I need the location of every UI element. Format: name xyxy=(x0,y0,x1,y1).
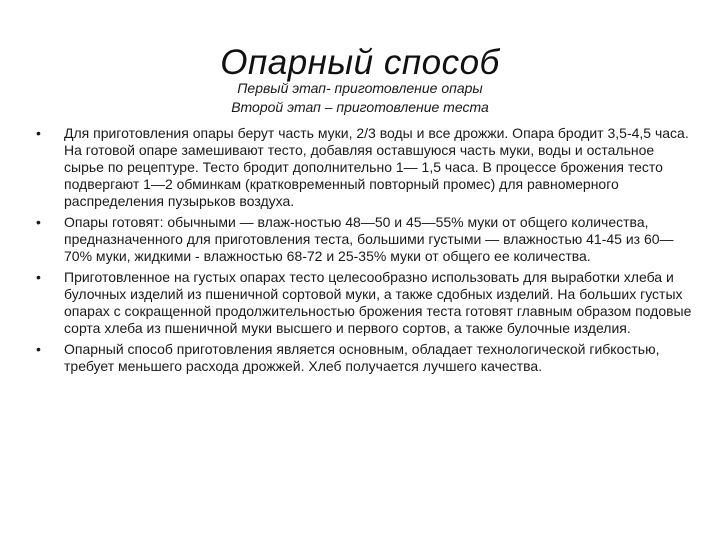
bullet-marker: • xyxy=(36,341,41,357)
bullet-text: Для приготовления опары берут часть муки, 2/3 воды и все дрожжи. Опара бродит 3,5-4,5 часа. На готовой опаре замешивают тесто, добавляя оставшуюся часть муки, воды и остальное сырье по рецептуре. Тесто бродит дополнительно 1— 1,5 часа. В процессе брожения тесто подвергают 1—2 обминкам (кратковременный повторный промес) для равномерного распределения пузырьков воздуха. xyxy=(64,125,689,209)
bullet-list xyxy=(36,125,692,379)
bullet-text: Опарный способ приготовления является основным, обладает технологической гибкостью, требует меньшего расхода дрожжей. Хлеб получается лучшего качества. xyxy=(64,341,660,374)
bullet-marker: • xyxy=(36,125,41,141)
bullet-item xyxy=(36,341,692,375)
bullet-item xyxy=(36,269,692,337)
subtitle-block xyxy=(0,79,720,117)
subtitle-first-stage: Первый этап- приготовление опары xyxy=(237,80,483,96)
slide-title: Опарный способ xyxy=(220,43,500,83)
bullet-marker: • xyxy=(36,269,41,285)
bullet-text: Приготовленное на густых опарах тесто целесообразно использовать для выработки хлеба и булочных изделий из пшеничной сортовой муки, а также сдобных изделий. На больших густых опарах с сокращенной продолжительностью брожения теста готовят главным образом подовые сорта хлеба из пшеничной муки высшего и первого сортов, а также булочные изделия. xyxy=(64,269,692,336)
bullet-item xyxy=(36,214,692,265)
bullet-text: Опары готовят: обычными — влаж-ностью 48—50 и 45—55% муки от общего количества, предназначенного для приготовления теста, большими густыми — влажностью 41-45 из 60—70% муки, жидкими - влажностью 68-72 и 25-35% муки от общего ее количества. xyxy=(64,214,674,264)
bullet-marker: • xyxy=(36,214,41,230)
subtitle-second-stage: Второй этап – приготовление теста xyxy=(231,99,489,115)
bullet-item xyxy=(36,125,692,210)
